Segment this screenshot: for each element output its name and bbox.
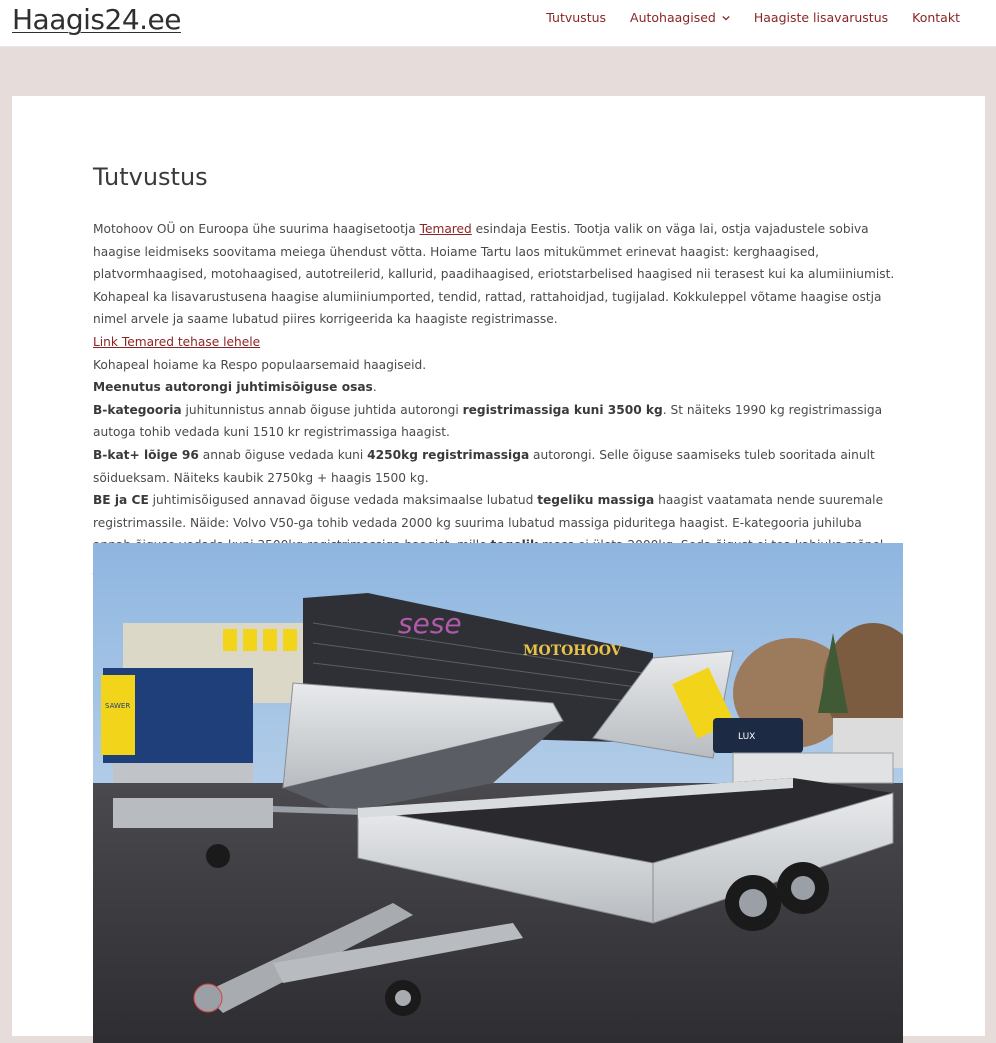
article-body [93,218,903,580]
text: haagist vaatamata nende suuremale registrimassile. Näide: Volvo V50-ga tohib vedada 2000 kg suurima lubatud massiga piduritega haagist. E-kategooria juhiluba [93,493,884,530]
van [713,718,803,753]
blue-tent-trailer [101,668,253,783]
text: . St näiteks 1990 kg registrimassiga autoga tohib vedada kuni 1510 kr registrimassiga haagist. [93,402,883,440]
content-card [12,96,985,1036]
motohoov-sign: MOTOHOOV [523,643,622,659]
nav-item-lisavarustus[interactable] [742,9,900,27]
main-nav [534,9,972,27]
b-category-paragraph [93,399,903,444]
reminder-paragraph [93,376,903,399]
nav-item-autohaagised[interactable] [618,9,742,27]
nav-item-kontakt[interactable] [900,9,972,27]
temared-link[interactable]: Temared [419,222,472,236]
shop-sign: sese [398,607,462,640]
temared-factory-link[interactable]: Link Temared tehase lehele [93,334,261,349]
link-paragraph [93,331,903,354]
nav-item-label: Autohaagised [630,10,716,25]
text: esindaja Eestis. Tootja valik on väga lai, ostja vajadustele sobiva haagise leidmiseks soovitama meiega ühendust võtta. Hoiame Tartu laos mitukümmet erinevat haagist: kerghaagised, platvormhaagised, motohaagised, autotreilerid, kallurid, paadihaagised, eriotstarbelised haagised nii terasest kui ka alumiiniumist. Kohapeal ka lisavarustusena haagise alumiiniumported, tendid, rattad, rattahoidjad, tugijalad. Kokkuleppel võtame haagise ostja nimel arvele ja saame lubatud piires korrigeerida ka haagiste registrimasse. [93,222,895,327]
nav-item-label: Haagiste lisavarustus [753,10,889,25]
trailers-photo [93,543,903,1043]
text: juhtimisõigused annavad õiguse vedada maksimaalse lubatud [148,493,538,508]
respo-paragraph: Kohapeal hoiame ka Respo populaarsemaid haagiseid. [93,357,427,372]
text: juhitunnistus annab õiguse juhtida autorongi [181,402,463,417]
bold-text: Meenutus autorongi juhtimisõiguse osas [93,380,373,395]
intro-paragraph [93,218,903,331]
site-header [0,0,996,47]
trailers-illustration [93,543,903,1043]
bold-text: B-kat+ lõige 96 [93,447,199,462]
page-title: Tutvustus [93,163,208,191]
bold-text: 4250kg registrimassiga [367,447,530,462]
text: Motohoov OÜ on Euroopa ühe suurima haagisetootja [93,222,420,236]
site-logo[interactable]: Haagis24.ee [12,3,181,36]
b96-paragraph [93,444,903,489]
nav-item-label: Tutvustus [546,10,607,25]
bold-text: BE ja CE [93,493,149,508]
text: annab õiguse vedada kuni [198,447,368,462]
text: . [372,380,377,395]
bold-text: tegeliku massiga [537,493,655,508]
bold-text: registrimassiga kuni 3500 kg [462,402,663,417]
bold-text: B-kategooria [93,402,182,417]
text: autorongi. Selle õiguse saamiseks tuleb sooritada ainult sõidueksam. Näiteks kaubik 2750kg + haagis 1500 kg. [93,447,875,485]
nav-item-label: Kontakt [912,10,960,25]
chevron-down-icon [722,14,730,22]
article [93,162,903,580]
nav-item-tutvustus[interactable] [534,9,618,27]
cargo-sign: SAWER [105,702,131,710]
lux-sign: LUX [738,732,756,742]
